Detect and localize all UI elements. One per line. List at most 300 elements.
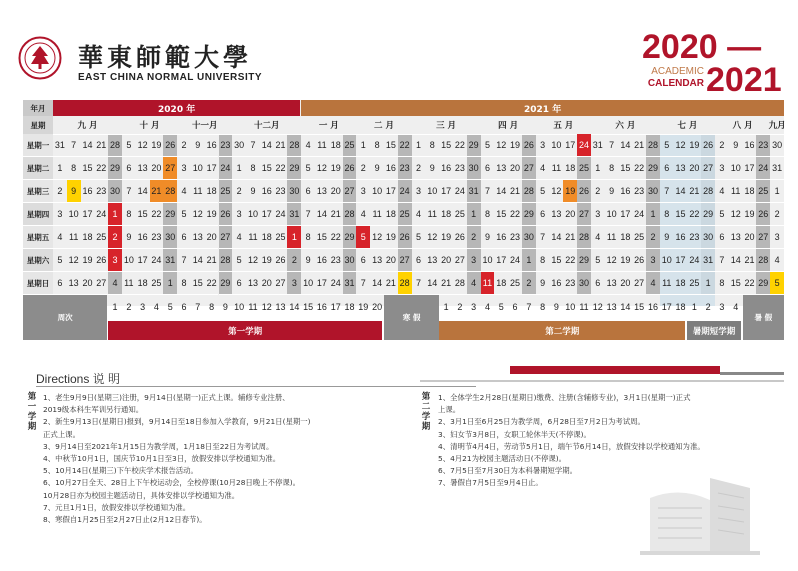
calendar-day: 27 [701,157,715,180]
calendar-day: 25 [687,272,701,295]
calendar-day: 31 [53,134,67,157]
calendar-day: 22 [398,134,412,157]
calendar-day: 23 [756,134,770,157]
weekday-label: 星期五 [23,226,53,249]
calendar-day: 6 [53,272,67,295]
calendar-day: 4 [232,226,246,249]
calendar-day: 27 [756,226,770,249]
calendar-day: 20 [81,272,95,295]
week-number: 5 [498,302,504,312]
campus-building-illustration [640,458,760,558]
calendar-day: 3 [108,249,122,272]
calendar-day: 14 [191,249,205,272]
calendar-day: 18 [743,180,757,203]
calendar-day: 13 [494,157,508,180]
calendar-day: 13 [370,249,384,272]
calendar-day: 24 [398,180,412,203]
calendar-day: 7 [356,272,370,295]
calendar-day: 24 [219,157,233,180]
calendar-day: 20 [618,272,632,295]
calendar-day: 23 [398,157,412,180]
calendar-day: 27 [343,180,357,203]
calendar-day: 7 [715,249,729,272]
calendar-day: 5 [591,249,605,272]
month-header: 九 月 [53,116,122,135]
calendar-day: 14 [674,180,688,203]
week-number: 4 [153,302,159,312]
calendar-day: 20 [384,249,398,272]
calendar-day: 24 [756,157,770,180]
calendar-day: 31 [591,134,605,157]
direction-note-line: 4、中秋节10月1日，国庆节10月1日至3日，放假安排以学校通知为准。 [43,454,281,464]
calendar-day: 8 [715,272,729,295]
calendar-day: 9 [660,226,674,249]
calendar-day: 11 [370,203,384,226]
calendar-day: 2 [53,180,67,203]
week-number: 1 [443,302,449,312]
week-number: 11 [579,302,589,312]
calendar-day: 29 [287,157,301,180]
calendar-day: 28 [219,249,233,272]
calendar-day: 25 [343,134,357,157]
decor-red-bar [510,366,720,374]
calendar-day: 16 [315,249,329,272]
calendar-label: CALENDAR [647,78,704,89]
direction-note-line: 1、全体学生2月28日(星期日)缴费、注册(含辅修专业)，3月1日(星期一)正式 [438,393,691,402]
calendar-day: 18 [674,272,688,295]
week-number: 10 [234,302,245,312]
calendar-day: 26 [522,134,536,157]
calendar-day: 15 [729,272,743,295]
weekday-label: 星期日 [23,272,53,295]
calendar-day: 9 [605,180,619,203]
calendar-day: 26 [701,134,715,157]
calendar-day: 31 [343,272,357,295]
calendar-day: 9 [67,180,81,203]
calendar-day: 2 [287,249,301,272]
calendar-day: 11 [315,134,329,157]
calendar-day: 21 [205,249,219,272]
weekday-label: 星期三 [23,180,53,203]
calendar-day: 28 [453,272,467,295]
calendar-day: 5 [715,203,729,226]
calendar-day: 1 [108,203,122,226]
direction-note-line: 2、3月1日至6月25日为教学周，6月28日至7月2日为考试周。 [438,417,645,427]
calendar-day: 29 [577,249,591,272]
calendar-day: 11 [67,226,81,249]
week-number: 1 [691,302,697,312]
calendar-day: 29 [467,134,481,157]
calendar-day: 12 [370,226,384,249]
calendar-day: 22 [453,134,467,157]
weekday-column-label: 星期 [23,116,53,134]
calendar-day: 8 [605,157,619,180]
week-number: 3 [140,302,146,312]
calendar-day: 9 [481,226,495,249]
calendar-day: 25 [756,180,770,203]
calendar-day: 14 [618,134,632,157]
week-number: 5 [167,302,173,312]
calendar-day: 3 [177,157,191,180]
calendar-day: 10 [246,203,260,226]
calendar-day: 20 [329,180,343,203]
decor-grey-line [420,380,784,382]
calendar-day: 3 [536,134,550,157]
calendar-day: 23 [150,226,164,249]
academic-label: ACADEMIC [651,66,704,77]
calendar-day: 18 [260,226,274,249]
calendar-day: 19 [384,226,398,249]
calendar-day: 21 [508,180,522,203]
calendar-day: 5 [53,249,67,272]
calendar-day: 20 [150,157,164,180]
calendar-day: 3 [356,180,370,203]
calendar-day: 8 [301,226,315,249]
calendar-day: 6 [481,157,495,180]
calendar-day: 10 [191,157,205,180]
calendar-day: 16 [205,134,219,157]
calendar-day: 26 [453,226,467,249]
calendar-day: 9 [191,134,205,157]
calendar-day: 24 [687,249,701,272]
calendar-day: 4 [467,272,481,295]
week-number: 8 [540,302,546,312]
calendar-day: 4 [715,180,729,203]
month-header: 七 月 [660,116,715,135]
calendar-day: 5 [356,226,370,249]
calendar-day: 24 [94,203,108,226]
calendar-day: 14 [315,203,329,226]
calendar-day: 10 [605,203,619,226]
calendar-day: 5 [660,134,674,157]
calendar-day: 16 [260,180,274,203]
calendar-day: 15 [81,157,95,180]
calendar-day: 14 [494,180,508,203]
month-header: 三 月 [412,116,481,135]
calendar-day: 26 [343,157,357,180]
calendar-day: 12 [494,134,508,157]
week-number: 15 [634,302,645,312]
calendar-day: 4 [108,272,122,295]
calendar-day: 18 [494,272,508,295]
calendar-day: 12 [246,249,260,272]
calendar-day: 28 [287,134,301,157]
calendar-day: 10 [481,249,495,272]
calendar-day: 17 [494,249,508,272]
calendar-day: 11 [122,272,136,295]
calendar-day: 13 [136,157,150,180]
calendar-day: 2 [646,226,660,249]
calendar-day: 11 [660,272,674,295]
calendar-day: 4 [177,180,191,203]
sem1-notes-tag: 第一学期 [27,392,37,432]
calendar-day: 7 [660,180,674,203]
calendar-day: 29 [108,157,122,180]
calendar-day: 31 [163,249,177,272]
calendar-day: 1 [163,272,177,295]
university-name-en: EAST CHINA NORMAL UNIVERSITY [78,72,263,83]
week-number: 12 [592,302,603,312]
calendar-day: 27 [453,249,467,272]
month-header: 十二月 [232,116,301,135]
calendar-day: 28 [343,203,357,226]
direction-note-line: 2、新生9月13日(星期日)报到，9月14日至18日参加入学教育，9月21日(星期一) [43,417,311,427]
calendar-day: 4 [770,249,784,272]
direction-note-line: 上课。 [438,405,461,415]
direction-note-line: 5、10月14日(星期三)下午校庆学术报告活动。 [43,466,198,476]
calendar-day: 7 [301,203,315,226]
calendar-day: 3 [770,226,784,249]
calendar-day: 13 [605,272,619,295]
week-number: 9 [222,302,228,312]
decor-grey-bar [720,372,784,375]
calendar-day: 23 [687,226,701,249]
calendar-day: 29 [219,272,233,295]
year-2021-header: 2021 年 [301,100,784,116]
calendar-day: 22 [687,203,701,226]
calendar-day: 26 [398,226,412,249]
calendar-day: 6 [715,226,729,249]
calendar-day: 19 [329,157,343,180]
calendar-day: 4 [412,203,426,226]
calendar-day: 22 [508,203,522,226]
calendar-day: 20 [439,249,453,272]
calendar-day: 26 [219,203,233,226]
week-number: 17 [330,302,341,312]
calendar-day: 18 [329,134,343,157]
calendar-day: 16 [136,226,150,249]
calendar-day: 8 [67,157,81,180]
calendar-day: 16 [674,226,688,249]
calendar-day: 2 [108,226,122,249]
direction-note-line: 10月28日亦为校园主题活动日，具体安排以学校通知为准。 [43,490,240,500]
calendar-day: 8 [660,203,674,226]
calendar-day: 25 [398,203,412,226]
calendar-day: 13 [674,157,688,180]
calendar-day: 16 [494,226,508,249]
calendar-day: 7 [605,134,619,157]
calendar-day: 23 [563,272,577,295]
calendar-day: 19 [508,134,522,157]
calendar-day: 12 [136,134,150,157]
calendar-day: 20 [687,157,701,180]
calendar-day: 9 [246,180,260,203]
calendar-day: 4 [356,203,370,226]
direction-note-line: 5、4月21为校园主题活动日(不停课)。 [438,454,567,464]
calendar-day: 30 [467,157,481,180]
winter-break-label: 寒 假 [384,295,439,340]
calendar-day: 16 [743,134,757,157]
calendar-day: 7 [67,134,81,157]
calendar-day: 23 [632,180,646,203]
calendar-day: 29 [756,272,770,295]
direction-note-line: 正式上课。 [43,429,80,439]
calendar-day: 31 [287,203,301,226]
calendar-day: 15 [618,157,632,180]
calendar-day: 12 [550,180,564,203]
calendar-day: 10 [660,249,674,272]
week-number: 3 [471,302,477,312]
calendar-day: 28 [163,180,177,203]
calendar-day: 17 [205,157,219,180]
week-number: 13 [606,302,617,312]
week-number: 19 [358,302,369,312]
calendar-day: 18 [384,203,398,226]
calendar-day: 22 [94,157,108,180]
calendar-day: 30 [287,180,301,203]
calendar-day: 27 [274,272,288,295]
calendar-day: 20 [743,226,757,249]
calendar-day: 2 [522,272,536,295]
directions-title: Directions 说 明 [36,372,121,386]
calendar-day: 15 [260,157,274,180]
calendar-day: 2 [467,226,481,249]
calendar-day: 12 [425,226,439,249]
calendar-day: 12 [674,134,688,157]
direction-note-line: 8、寒假自1月25日至2月27日止(2月12日春节)。 [43,515,207,525]
calendar-day: 21 [563,226,577,249]
direction-note-line: 3、9月14日至2021年1月15日为教学周，1月18日至22日为考试周。 [43,441,274,451]
calendar-day: 8 [370,134,384,157]
calendar-day: 3 [53,203,67,226]
calendar-day: 18 [439,203,453,226]
calendar-day: 20 [205,226,219,249]
calendar-day: 30 [770,134,784,157]
week-number: 12 [261,302,272,312]
calendar-day: 27 [577,203,591,226]
calendar-day: 18 [81,226,95,249]
semester-2-bar: 第二学期 [439,321,685,340]
calendar-day: 30 [343,249,357,272]
calendar-day: 1 [53,157,67,180]
week-number: 16 [647,302,658,312]
calendar-day: 22 [743,272,757,295]
calendar-day: 15 [550,249,564,272]
calendar-day: 21 [439,272,453,295]
calendar-day: 11 [246,226,260,249]
calendar-day: 11 [481,272,495,295]
calendar-day: 29 [163,203,177,226]
calendar-day: 1 [356,134,370,157]
calendar-day: 19 [150,134,164,157]
calendar-day: 27 [522,157,536,180]
month-header: 一 月 [301,116,356,135]
week-number: 4 [484,302,490,312]
calendar-day: 25 [632,226,646,249]
sem1-notes [43,392,311,526]
year-month-corner-label: 年月 [23,100,53,116]
calendar-day: 18 [205,180,219,203]
calendar-day: 17 [384,180,398,203]
calendar-day: 21 [150,180,164,203]
weekday-label: 星期一 [23,134,53,157]
calendar-day: 30 [108,180,122,203]
calendar-day: 14 [425,272,439,295]
weekday-label: 星期四 [23,203,53,226]
calendar-day: 6 [660,157,674,180]
calendar-day: 3 [232,203,246,226]
calendar-day: 25 [508,272,522,295]
calendar-day: 24 [508,249,522,272]
month-header: 十 月 [122,116,177,135]
calendar-day: 6 [301,180,315,203]
direction-note-line: 4、清明节4月4日，劳动节5月1日，端午节6月14日，放假安排以学校通知为准。 [438,441,705,451]
calendar-day: 16 [439,157,453,180]
calendar-day: 19 [563,180,577,203]
calendar-day: 14 [550,226,564,249]
calendar-day: 5 [412,226,426,249]
calendar-day: 16 [550,272,564,295]
calendar-day: 15 [439,134,453,157]
calendar-day: 11 [191,180,205,203]
calendar-day: 1 [701,272,715,295]
calendar-day: 12 [729,203,743,226]
calendar-day: 27 [398,249,412,272]
calendar-day: 26 [756,203,770,226]
calendar-day: 28 [646,134,660,157]
calendar-day: 28 [756,249,770,272]
calendar-day: 17 [563,134,577,157]
calendar-day: 6 [356,249,370,272]
direction-note-line: 7、元旦1月1日，放假安排以学校通知为准。 [43,502,191,512]
calendar-day: 3 [591,203,605,226]
calendar-day: 26 [274,249,288,272]
calendar-day: 14 [729,249,743,272]
calendar-day: 3 [715,157,729,180]
calendar-day: 19 [205,203,219,226]
week-number: 8 [209,302,215,312]
week-number: 17 [661,302,672,312]
calendar-day: 19 [260,249,274,272]
calendar-day: 5 [770,272,784,295]
week-number: 20 [372,302,383,312]
calendar-day: 13 [315,180,329,203]
calendar-day: 21 [632,134,646,157]
calendar-day: 9 [536,272,550,295]
calendar-day: 24 [632,203,646,226]
calendar-day: 17 [674,249,688,272]
week-number: 6 [181,302,187,312]
calendar-day: 5 [177,203,191,226]
calendar-day: 7 [122,180,136,203]
calendar-day: 12 [67,249,81,272]
calendar-day: 15 [136,203,150,226]
calendar-day: 31 [467,180,481,203]
calendar-day: 25 [274,226,288,249]
calendar-day: 14 [136,180,150,203]
calendar-day: 4 [536,157,550,180]
calendar-day: 13 [729,226,743,249]
calendar-day: 26 [632,249,646,272]
week-number: 9 [553,302,559,312]
calendar-day: 6 [591,272,605,295]
calendar-day: 6 [177,226,191,249]
calendar-day: 1 [287,226,301,249]
calendar-day: 7 [177,249,191,272]
calendar-day: 17 [260,203,274,226]
calendar-day: 2 [177,134,191,157]
calendar-day: 4 [646,272,660,295]
calendar-day: 16 [618,180,632,203]
calendar-day: 9 [729,134,743,157]
calendar-day: 24 [577,134,591,157]
calendar-day: 3 [646,249,660,272]
university-seal-logo [18,36,62,80]
calendar-day: 1 [770,180,784,203]
calendar-day: 25 [219,180,233,203]
calendar-day: 13 [550,203,564,226]
calendar-day: 5 [232,249,246,272]
